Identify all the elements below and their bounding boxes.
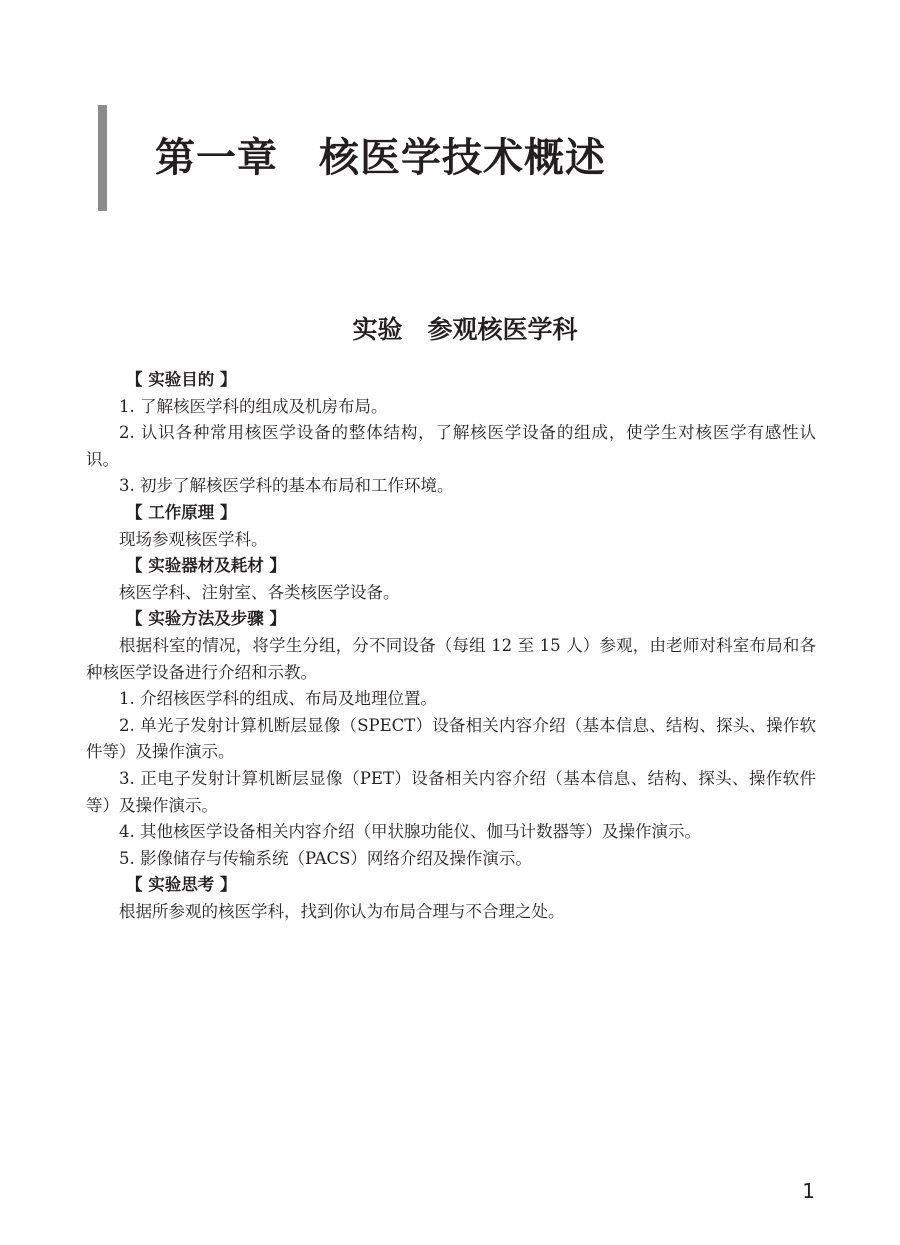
thinking-text: 根据所参观的核医学科，找到你认为布局合理与不合理之处。 <box>119 901 565 921</box>
document-body <box>86 367 816 925</box>
principle-text: 现场参观核医学科。 <box>119 529 268 549</box>
method-item-5: 5. 影像储存与传输系统（PACS）网络介绍及操作演示。 <box>119 848 532 868</box>
purpose-item-2: 2. 认识各种常用核医学设备的整体结构，了解核医学设备的组成，使学生对核医学有感性认识。 <box>86 423 816 469</box>
method-item-1: 1. 介绍核医学科的组成、布局及地理位置。 <box>119 689 437 709</box>
method-heading: 【 实验方法及步骤 】 <box>126 609 286 629</box>
method-intro: 根据科室的情况，将学生分组，分不同设备（每组 12 至 15 人）参观，由老师对科室布局和各种核医学设备进行介绍和示教。 <box>86 635 816 682</box>
section-title: 实验 参观核医学科 <box>352 315 578 344</box>
purpose-item-1: 1. 了解核医学科的组成及机房布局。 <box>119 396 388 416</box>
chapter-title: 第一章 核医学技术概述 <box>155 135 606 181</box>
materials-text: 核医学科、注射室、各类核医学设备。 <box>119 582 400 602</box>
purpose-item-3: 3. 初步了解核医学科的基本布局和工作环境。 <box>119 476 454 496</box>
method-item-3: 3. 正电子发射计算机断层显像（PET）设备相关内容介绍（基本信息、结构、探头、操作软件等）及操作演示。 <box>86 768 816 815</box>
materials-heading: 【 实验器材及耗材 】 <box>126 556 286 576</box>
purpose-heading: 【 实验目的 】 <box>126 370 237 389</box>
chapter-accent-bar <box>98 105 107 211</box>
thinking-heading: 【 实验思考 】 <box>126 875 237 895</box>
page-number: 1 <box>802 1179 815 1203</box>
method-item-2: 2. 单光子发射计算机断层显像（SPECT）设备相关内容介绍（基本信息、结构、探头、操作软件等）及操作演示。 <box>86 715 816 762</box>
principle-heading: 【 工作原理 】 <box>126 502 237 522</box>
method-item-4: 4. 其他核医学设备相关内容介绍（甲状腺功能仪、伽马计数器等）及操作演示。 <box>119 822 701 842</box>
